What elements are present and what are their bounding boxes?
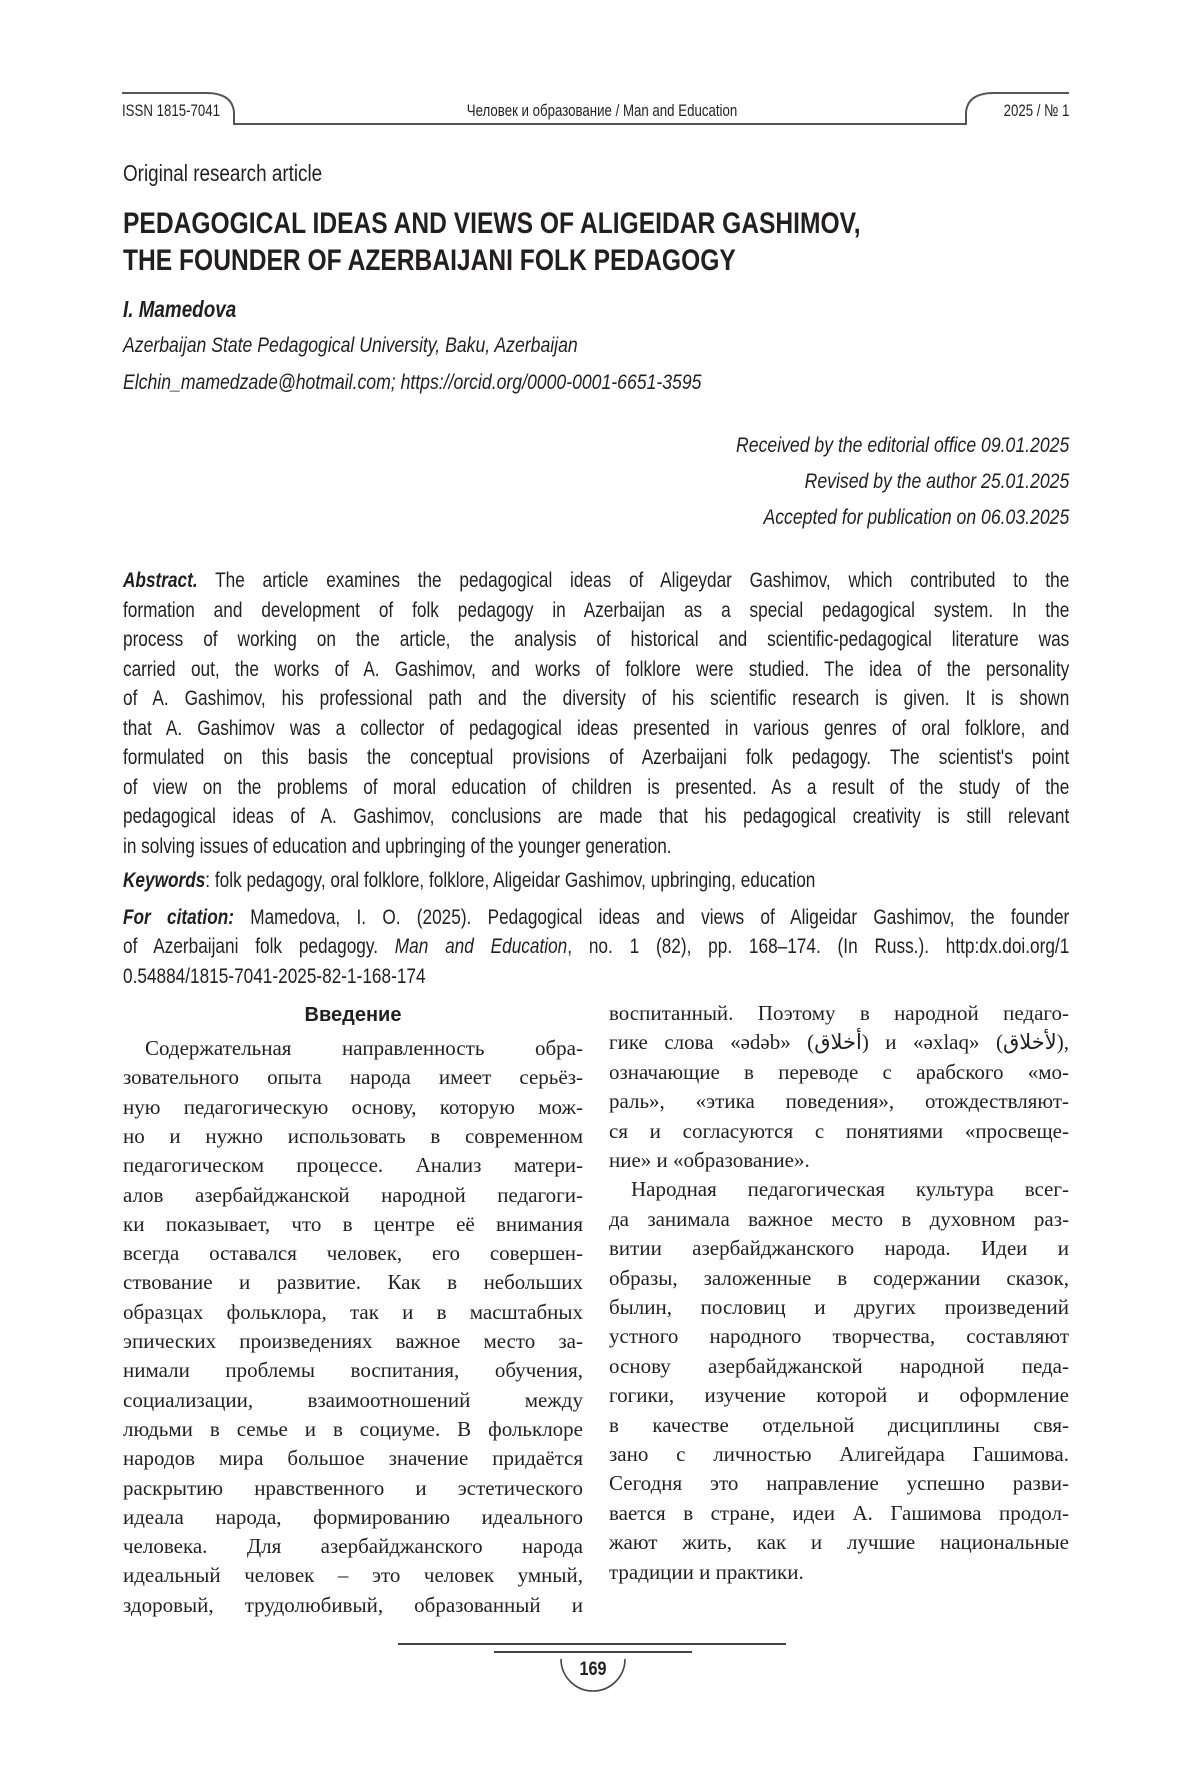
issn: ISSN 1815-7041 [122, 100, 220, 122]
body-text-line: гике слова «ədəb» (⁨أخلاق⁩) и «əxlaq» (⁨لأخلاق⁩), [609, 1028, 1069, 1057]
article-title-line-1: PEDAGOGICAL IDEAS AND VIEWS OF ALIGEIDAR GASHIMOV, [123, 206, 1069, 242]
body-text-line: зано с личностью Алигейдара Гашимова. [609, 1440, 1069, 1469]
body-text-line: Народная педагогическая культура всег- [609, 1175, 1069, 1204]
keywords [123, 866, 1069, 895]
abstract-text: formulated on this basis the conceptual provisions of Azerbaijani folk pedagogy. The scientist's point [123, 746, 1069, 769]
body-text-line: образцах фольклора, так и в масштабных [123, 1298, 583, 1327]
body-text-line: устного народного творчества, составляют [609, 1322, 1069, 1351]
body-text-line: идеальный человек – это человек умный, [123, 1561, 583, 1590]
citation-text: Mamedova, I. O. (2025). Pedagogical ideas and views of Aligeidar Gashimov, the founder [234, 906, 1069, 929]
body-text-line: педагогическом процессе. Анализ матери- [123, 1151, 583, 1180]
body-text-line: образы, заложенные в содержании сказок, [609, 1264, 1069, 1293]
citation-doi[interactable]: , no. 1 (82), pp. 168–174. (In Russ.). http:dx.doi.org/1 [567, 935, 1069, 958]
abstract-text: carried out, the works of A. Gashimov, and works of folklore were studied. The idea of the personality [123, 658, 1069, 681]
affiliation: Azerbaijan State Pedagogical University, Baku, Azerbaijan [123, 330, 1069, 360]
keywords-text: : folk pedagogy, oral folklore, folklore, Aligeidar Gashimov, upbringing, education [205, 869, 815, 892]
body-text-line: раль», «этика поведения», отождествляют- [609, 1087, 1069, 1116]
body-text-line: ную педагогическую основу, которую мож- [123, 1093, 583, 1122]
abstract-text: that A. Gashimov was a collector of pedagogical ideas presented in various genres of oral folklore, and [123, 717, 1069, 740]
body-text-line: социализации, взаимоотношений между [123, 1386, 583, 1415]
citation-journal: Man and Education [395, 935, 567, 958]
citation-text: of Azerbaijani folk pedagogy. [123, 935, 395, 958]
abstract-text: pedagogical ideas of A. Gashimov, conclusions are made that his pedagogical creativity is still relevant [123, 805, 1069, 828]
body-text-line: означающие в переводе с арабского «мо- [609, 1058, 1069, 1087]
date-revised: Revised by the author 25.01.2025 [123, 466, 1069, 496]
body-text-line: воспитанный. Поэтому в народной педаго- [609, 999, 1069, 1028]
body-text-line: всегда оставался человек, его совершен- [123, 1239, 583, 1268]
date-accepted: Accepted for publication on 06.03.2025 [123, 502, 1069, 532]
abstract-label: Abstract. [123, 569, 198, 592]
body-text-line: человека. Для азербайджанского народа [123, 1532, 583, 1561]
abstract-text: of view on the problems of moral education of children is presented. As a result of the study of the [123, 776, 1069, 799]
abstract-text: of A. Gashimov, his professional path and the diversity of his scientific research is given. It is shown [123, 687, 1069, 710]
body-text-line: основу азербайджанской народной педа- [609, 1352, 1069, 1381]
abstract-line [123, 596, 1069, 625]
abstract-line [123, 832, 1069, 861]
citation-line-2 [123, 932, 1069, 961]
abstract-line [123, 684, 1069, 713]
body-text-line: ствование и развитие. Как в небольших [123, 1268, 583, 1297]
abstract-line [123, 566, 1069, 595]
body-text-line: народов мира большое значение придаётся [123, 1444, 583, 1473]
body-text-line: идеала народа, формированию идеального [123, 1503, 583, 1532]
abstract-text: The article examines the pedagogical ideas of Aligeydar Gashimov, which contributed to the [198, 569, 1070, 592]
body-text-line: здоровый, трудолюбивый, образованный и [123, 1591, 583, 1620]
body-text-line: ние» и «образование». [609, 1146, 1069, 1175]
abstract-line [123, 625, 1069, 654]
body-text-line: витии азербайджанского народа. Идеи и [609, 1234, 1069, 1263]
body-text-line: да занимала важное место в духовном раз- [609, 1205, 1069, 1234]
body-text-line: алов азербайджанской народной педагоги- [123, 1181, 583, 1210]
body-text-line: традиции и практики. [609, 1558, 1069, 1587]
body-text-line: вается в стране, идеи А. Гашимова продол- [609, 1499, 1069, 1528]
body-text-line: жают жить, как и лучшие национальные [609, 1528, 1069, 1557]
page-number: 169 [568, 1657, 619, 1683]
abstract-text: formation and development of folk pedagogy in Azerbaijan as a special pedagogical system. In the [123, 599, 1069, 622]
body-text-line: ся и согласуются с понятиями «просвеще- [609, 1117, 1069, 1146]
body-text-line: ки показывает, что в центре её внимания [123, 1210, 583, 1239]
abstract-line [123, 655, 1069, 684]
body-text-line: людьми в семье и в социуме. В фольклоре [123, 1415, 583, 1444]
body-text-line: зовательного опыта народа имеет серьёз- [123, 1063, 583, 1092]
issue-number: 2025 / № 1 [1003, 100, 1069, 122]
abstract-text: process of working on the article, the analysis of historical and scientific-pedagogical literature was [123, 628, 1069, 651]
abstract-line [123, 743, 1069, 772]
body-text-line: эпических произведениях важное место за- [123, 1327, 583, 1356]
body-text-line: Содержательная направленность обра- [123, 1034, 583, 1063]
body-text-line: в качестве отдельной дисциплины свя- [609, 1411, 1069, 1440]
front-matter [123, 0, 1069, 1000]
body-text-line: раскрытию нравственного и эстетического [123, 1474, 583, 1503]
body-text-line: нимали проблемы воспитания, обучения, [123, 1356, 583, 1385]
abstract-line [123, 773, 1069, 802]
keywords-label: Keywords [123, 869, 205, 892]
body-text-line: но и нужно использовать в современном [123, 1122, 583, 1151]
abstract-line [123, 714, 1069, 743]
journal-name: Человек и образование / Man and Education [446, 100, 758, 122]
section-heading: Введение [123, 1001, 583, 1029]
body-text-line: гогики, изучение которой и оформление [609, 1381, 1069, 1410]
citation-label: For citation: [123, 906, 234, 929]
citation-line-3[interactable]: 0.54884/1815-7041-2025-82-1-168-174 [123, 962, 1069, 991]
body-text-line: Сегодня это направление успешно разви- [609, 1469, 1069, 1498]
abstract-text: in solving issues of education and upbringing of the younger generation. [123, 835, 672, 858]
citation-line-1 [123, 903, 1069, 932]
article-type: Original research article [123, 158, 1069, 188]
article-title-line-2: THE FOUNDER OF AZERBAIJANI FOLK PEDAGOGY [123, 243, 1069, 279]
abstract-line [123, 802, 1069, 831]
author-name: I. Mamedova [123, 294, 1069, 324]
body-text-line: былин, пословиц и других произведений [609, 1293, 1069, 1322]
author-contact[interactable]: Elchin_mamedzade@hotmail.com; https://orcid.org/0000-0001-6651-3595 [123, 367, 1069, 397]
date-received: Received by the editorial office 09.01.2025 [123, 430, 1069, 460]
